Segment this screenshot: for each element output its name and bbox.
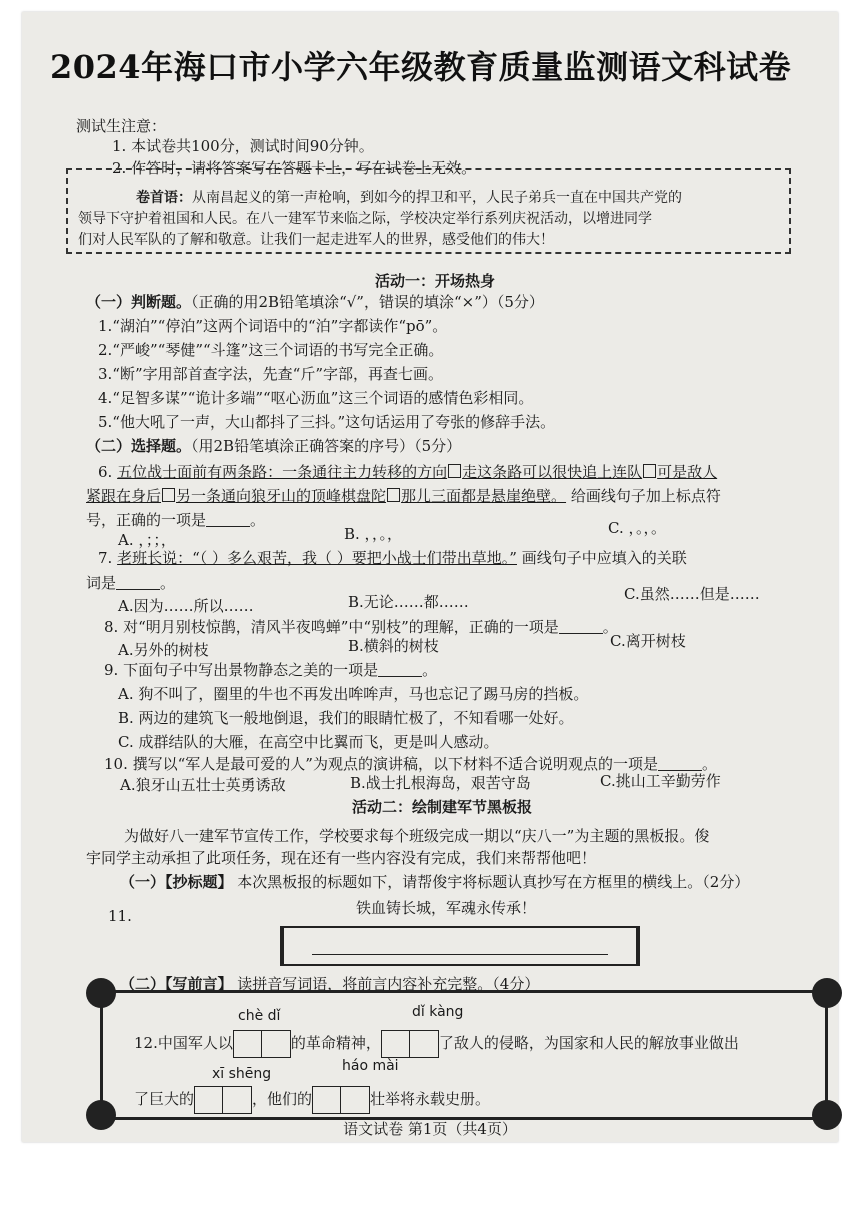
answer-blank xyxy=(559,619,603,634)
copy-answer-line xyxy=(312,954,608,955)
q9-option-a: A. 狗不叫了，圈里的牛也不再发出哞哞声，马也忘记了踢马房的挡板。 xyxy=(118,685,589,703)
word-grid-1[interactable] xyxy=(233,1030,291,1058)
q6-number: 6. xyxy=(98,463,113,481)
q7-quote: 老班长说：“（ ）多么艰苦，我（ ）要把小战士们带出草地。” xyxy=(117,549,517,567)
q8-end: 。 xyxy=(602,618,618,636)
q6-line-1 xyxy=(98,462,717,482)
q6-end: 。 xyxy=(250,511,266,529)
copy-answer-box xyxy=(280,926,640,966)
q7-option-c: C.虽然……但是…… xyxy=(624,585,760,603)
q6-option-c: C. ，。，。 xyxy=(608,519,666,537)
judge-instruction: （正确的用2B铅笔填涂“√”，错误的填涂“×”）（5分） xyxy=(191,293,544,311)
q7-number: 7. xyxy=(98,549,113,567)
pinyin-4: háo mài xyxy=(342,1058,399,1074)
q7-line-2 xyxy=(86,573,175,593)
q10-option-b: B.战士扎根海岛，艰苦守岛 xyxy=(350,774,531,792)
q7-line-1 xyxy=(98,548,687,568)
q6-sentence-e: 另一条通向狼牙山的顶峰棋盘陀 xyxy=(176,487,387,505)
preface-text-1: 12.中国军人以 xyxy=(134,1034,233,1052)
preface-text-6: 壮举将永载史册。 xyxy=(370,1090,491,1108)
q6-line-2 xyxy=(86,486,721,506)
q8-option-a: A.另外的树枝 xyxy=(118,641,209,659)
foreword-line-1 xyxy=(136,188,682,208)
choice-section xyxy=(86,436,461,456)
blank-box-icon xyxy=(643,464,656,478)
q6-tail-2: 号，正确的一项是 xyxy=(86,511,207,529)
q8-question xyxy=(104,617,618,637)
q8-option-b: B.横斜的树枝 xyxy=(348,637,439,655)
answer-blank xyxy=(658,756,702,771)
choice-instruction: （用2B铅笔填涂正确答案的序号）（5分） xyxy=(191,437,462,455)
copy-title-label: （一）【抄标题】 xyxy=(120,873,233,891)
preface-text-3: 了敌人的侵略，为国家和人民的解放事业做出 xyxy=(438,1034,739,1052)
q9-option-b: B. 两边的建筑飞一般地倒退，我们的眼睛忙极了，不知看哪一处好。 xyxy=(118,709,574,727)
foreword-line-2: 领导下守护着祖国和人民。在八一建军节来临之际，学校决定举行系列庆祝活动，以增进同学 xyxy=(78,211,652,227)
blank-box-icon xyxy=(448,464,461,478)
q6-sentence-c: 可是敌人 xyxy=(657,463,718,481)
activity1-heading: 活动一：开场热身 xyxy=(375,272,496,290)
judge-q5: 5.“他大吼了一声，大山都抖了三抖。”这句话运用了夸张的修辞手法。 xyxy=(98,413,556,431)
choice-heading: （二）选择题。 xyxy=(86,437,192,455)
q7-tail-2: 词是 xyxy=(86,574,117,592)
page-footer: 语文试卷 第1页（共4页） xyxy=(343,1120,517,1138)
q7-end: 。 xyxy=(160,574,176,592)
judge-q4: 4.“足智多谋”“诡计多端”“呕心沥血”这三个词语的感情色彩相同。 xyxy=(98,389,534,407)
activity2-intro-1: 为做好八一建军节宣传工作，学校要求每个班级完成一期以“庆八一”为主题的黑板报。俊 xyxy=(124,827,710,845)
copy-title-section xyxy=(120,872,749,892)
answer-blank xyxy=(378,662,422,677)
blackboard-slogan: 铁血铸长城，军魂永传承！ xyxy=(356,899,537,917)
q6-sentence-a: 五位战士面前有两条路：一条通往主力转移的方向 xyxy=(117,463,448,481)
preface-instruction: 读拼音写词语，将前言内容补充完整。（4分） xyxy=(237,975,540,993)
q7-tail-1: 画线句子中应填入的关联 xyxy=(521,549,687,567)
judge-q2: 2.“严峻”“琴健”“斗篷”这三个词语的书写完全正确。 xyxy=(98,341,444,359)
blank-box-icon xyxy=(162,488,175,502)
q9-end: 。 xyxy=(422,661,438,679)
answer-blank xyxy=(116,575,160,590)
judge-heading: （一）判断题。 xyxy=(86,293,192,311)
word-grid-2[interactable] xyxy=(381,1030,439,1058)
q6-sentence-f: 那儿三面都是悬崖绝壁。 xyxy=(401,487,567,505)
foreword-text-1: 从南昌起义的第一声枪响，到如今的捍卫和平，人民子弟兵一直在中国共产党的 xyxy=(192,190,682,206)
q6-line-3 xyxy=(86,510,265,530)
exam-title: 2024年海口市小学六年级教育质量监测语文科试卷 xyxy=(50,48,792,86)
preface-label: （二）【写前言】 xyxy=(120,975,233,993)
q11-number: 11. xyxy=(108,907,132,925)
q6-option-a: A. ，；；， xyxy=(118,531,176,549)
board-corner-icon xyxy=(812,978,842,1008)
q8-option-c: C.离开树枝 xyxy=(610,632,686,650)
board-corner-icon xyxy=(86,978,116,1008)
q7-option-b: B.无论……都…… xyxy=(348,593,469,611)
preface-line-1 xyxy=(134,1030,739,1058)
foreword-line-3: 们对人民军队的了解和敬意。让我们一起走进军人的世界，感受他们的伟大！ xyxy=(78,232,554,248)
q6-sentence-d: 紧跟在身后 xyxy=(86,487,162,505)
preface-text-2: 的革命精神， xyxy=(290,1034,381,1052)
q10-text: 10. 撰写以“军人是最可爱的人”为观点的演讲稿，以下材料不适合说明观点的一项是 xyxy=(104,755,658,773)
judge-q3: 3.“断”字用部首查字法，先查“斤”字部，再查七画。 xyxy=(98,365,443,383)
q6-tail-1: 给画线句子加上标点符 xyxy=(570,487,721,505)
pinyin-2: dǐ kàng xyxy=(412,1004,464,1020)
preface-line-2 xyxy=(134,1086,490,1114)
pinyin-1: chè dǐ xyxy=(238,1008,281,1024)
activity2-intro-2: 宇同学主动承担了此项任务，现在还有一些内容没有完成，我们来帮帮他吧！ xyxy=(86,849,597,867)
notice-item-2: 2. 作答时，请将答案写在答题卡上，写在试卷上无效。 xyxy=(112,159,477,177)
q7-option-a: A.因为……所以…… xyxy=(118,597,254,615)
q10-end: 。 xyxy=(701,755,717,773)
preface-text-4: 了巨大的 xyxy=(134,1090,195,1108)
q6-sentence-b: 走这条路可以很快追上连队 xyxy=(462,463,643,481)
activity2-heading: 活动二：绘制建军节黑板报 xyxy=(352,798,533,816)
q9-text: 9. 下面句子中写出景物静态之美的一项是 xyxy=(104,661,379,679)
notice-heading: 测试生注意： xyxy=(76,117,167,135)
judge-q1: 1.“湖泊”“停泊”这两个词语中的“泊”字都读作“pō”。 xyxy=(98,317,448,335)
copy-title-instruction: 本次黑板报的标题如下，请帮俊宇将标题认真抄写在方框里的横线上。（2分） xyxy=(237,873,750,891)
pinyin-3: xī shēng xyxy=(212,1066,272,1082)
q10-option-c: C.挑山工辛勤劳作 xyxy=(600,772,721,790)
q10-option-a: A.狼牙山五壮士英勇诱敌 xyxy=(120,776,286,794)
q9-option-c: C. 成群结队的大雁，在高空中比翼而飞，更是叫人感动。 xyxy=(118,733,499,751)
judge-section xyxy=(86,292,544,312)
blank-box-icon xyxy=(387,488,400,502)
q6-option-b: B. ，，。， xyxy=(344,525,403,543)
q8-text: 8. 对“明月别枝惊鹊，清风半夜鸣蝉”中“别枝”的理解，正确的一项是 xyxy=(104,618,559,636)
notice-item-1: 1. 本试卷共100分，测试时间90分钟。 xyxy=(112,137,374,155)
foreword-label: 卷首语： xyxy=(136,190,192,206)
preface-text-5: ，他们的 xyxy=(252,1090,313,1108)
answer-blank xyxy=(206,512,250,527)
word-grid-3[interactable] xyxy=(194,1086,252,1114)
word-grid-4[interactable] xyxy=(312,1086,370,1114)
q9-question xyxy=(104,660,437,680)
